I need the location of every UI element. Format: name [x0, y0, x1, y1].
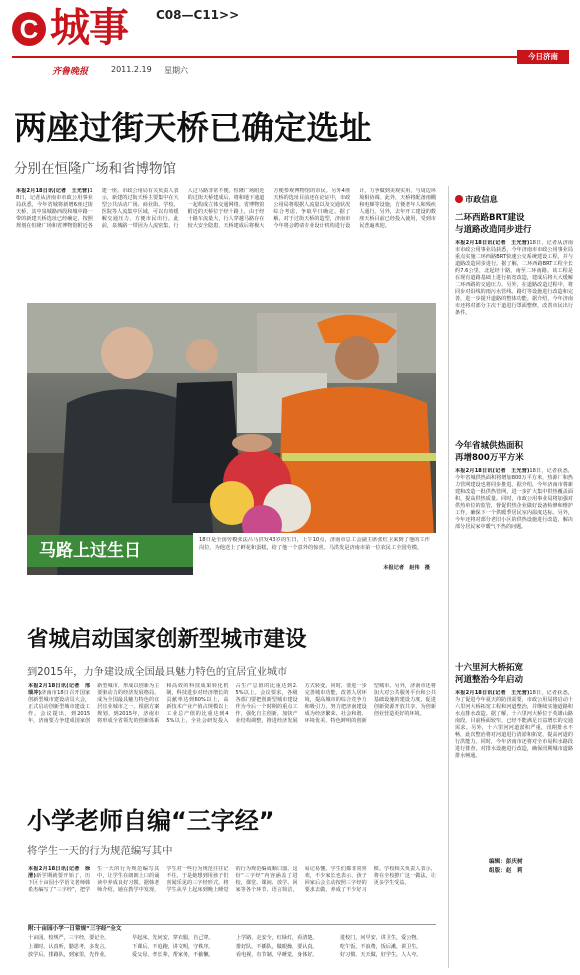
- verse-line: 排好队，不插队，做眼操，要认真。: [236, 943, 318, 950]
- story2-headline: 省城启动国家创新型城市建设: [27, 627, 307, 652]
- photo-caption: 18日是全国劳模张法吕马洪发43岁的生日，上午10点，济南市总工会副主席张红卫来到了他的工作岗位，为他送上了鲜花和蛋糕，给了他一个意外的惊喜。马洪发是济南市第一位农民工全国劳模。: [199, 537, 430, 551]
- sidebar-item: [455, 212, 573, 428]
- verse-line: 十亩园，校规严，三字经，要记全。: [28, 935, 110, 941]
- sidebar-item-text: 18日，记者获悉，为了促进今年夏天的防汛需要，市政公用局将启动十六里河大桥拓宽工程和河道整治，并继续实施道路积水点排水改造。据了解，十六里河大桥位于英雄山路南段，目前桥面较窄，已经不能满足日益增长的交通需求。另外，十六里河河道淤积严重，汛期排水不畅，此次整治将对河道进行清淤和拓宽，提高河道的行洪能力。同时，今年济南市还将对全市易积水路段进行排查，对排水设施进行改造，确保汛期城市道路排水畅通。: [455, 690, 573, 760]
- page-range: C08—C11>>: [156, 8, 240, 22]
- story3-byline: 本报2月18日讯(记者 徐清): [28, 866, 91, 880]
- lead-byline: 本报2月18日讯(记者 王光营): [16, 188, 90, 194]
- story2-subhead: 到2015年，力争建设成全国最具魅力特色的宜居宜业城市: [27, 667, 288, 678]
- story3-headline: 小学老师自编“三字经”: [27, 807, 275, 835]
- sidebar-item-byline: 本报2月18日讯(记者 王光营): [455, 468, 530, 474]
- sidebar-item-title-line: 再增800万平方米: [455, 453, 524, 463]
- paper-name: 齐鲁晚报: [52, 67, 89, 77]
- sidebar-item-body: [455, 468, 573, 650]
- verse-line: 吃午饭，不浪费，饭后漱，讲卫生。: [340, 943, 422, 950]
- verse-line: 上课时，认真听，勤思考，多发言。: [28, 943, 110, 950]
- story2-byline: 本报2月18日讯(记者 邢瑞冲): [28, 683, 91, 697]
- sidebar-item-title-line: 与道路改造同步进行: [455, 225, 532, 235]
- sidebar: [455, 192, 573, 972]
- verse-box: [28, 924, 436, 970]
- masthead-rule: [12, 56, 568, 58]
- sidebar-item: [455, 440, 573, 650]
- verse-line: 放学后，排路队，到家里，先作业。: [28, 952, 110, 959]
- issue-weekday: 星期六: [164, 66, 188, 75]
- story2-text: 济南市18日召开国家创新型城市建设动员大会，正式启动创新型城市建设工作。会议提出，到2015年，济南要力争建成国家创新型城市，形成以创新为主要驱动力的经济发展格局，成为全国最具魅力特色的宜居宜业城市之一。根据方案规划，到2015年，济南市将形成全省领先的创新体系和高效的科技成果转化机制，科技进步对经济增长的贡献率达到60%以上，高新技术产业产值占规模以上工业总产值的比重达到45%以上，全社会研发投入占生产总值的比重达到2.5%以上。会议要求，各级各部门要把创新型城市建设作为今后一个时期的重点工作，强化自主创新，加快产业结构调整，推进经济发展方式转变。同时，要进一步完善城市功能，改善人居环境，提高城市的综合竞争力和吸引力，努力把济南建设成为经济繁荣、社会和谐、环境优美、特色鲜明的创新型城市。另外，济南市还将加大对公共服务平台和公共基础设施的建设力度，促进创新资源开放共享，为创新创业营造更好的环境。: [28, 683, 436, 725]
- verse-line: 好习惯，天天做，好学生，人人夸。: [340, 952, 422, 959]
- lead-subhead: 分别在恒隆广场和省博物馆: [14, 161, 176, 177]
- sidebar-item-title-line: 今年省城供热面积: [455, 441, 524, 451]
- sidebar-column-label: 市政信息: [455, 192, 573, 206]
- verse-line: 看电视，有节制，早睡觉，身体好。: [236, 952, 318, 959]
- story3-body: [28, 866, 436, 922]
- editor-credit: 编辑：彭庆树: [489, 859, 523, 865]
- verse-line: 爱父母，孝长辈，帮家务，不偷懒。: [132, 952, 214, 959]
- bullet-icon: [455, 195, 463, 203]
- lead-body: [16, 188, 436, 294]
- section-logo-icon: C: [12, 12, 46, 46]
- sidebar-item-text: 18日，记者获悉，今年省城供热面积将增加800万平方米，热源厂和热力管网建设也将同步推进。据介绍，今年济南市将新建和改造一批供热管网，进一步扩大集中供热覆盖面积，提高供热质量。同时，市政公用事业局将加强对供热单位的监管，督促供热企业做好设备检修和维护工作，确保下一个供暖季居民室内温度达标。另外，今年还将对部分老旧小区的供热设施进行改造，解决部分居民家中暖气不热的问题。: [455, 468, 573, 531]
- verse-line: 上学路，走安全，红绿灯，看清楚。: [236, 935, 318, 941]
- sidebar-item-byline: 本报2月18日讯(记者 王光营): [455, 690, 530, 696]
- sidebar-item-title-line: 河道整治今年启动: [455, 675, 524, 685]
- lead-text: 18日，记者从济南市市政公用事业局获悉，今年省城将新增6座过街天桥，其中泉城路西段和城中路一带的新建天桥选址已经确定，按照规划在恒隆广场和省博物馆附近各建一座。市政公用局有关负责人表示，新建的过街天桥主要集中在大型公共活动广场、商业街、学校、医院等人流集中区域，可以有效缓解交通压力，方便市民出行。此前，泉城路一带因为人流密集，行人过马路非常不便。恒隆广场附近的过街天桥建成后，将和地下通道一起构成立体交通网络。省博物馆附近的天桥位于经十路上，由于经十路车流量大，行人穿越马路存在较大安全隐患，天桥建成后将极大方便参观博物馆的市民。另外4座天桥的选址目前还在论证中，市政公用局将根据人流量以及交通状况综合考虑，争取早日确定。据了解，对于过街天桥的造型，济南市今年将会聘请专业设计机构进行设计，力争做到美观实用，与周边环境相协调。此外，天桥将配备雨棚和电梯等设施，方便老年人和残疾人通行。另外，去年开工建设的数座天桥目前已经投入使用，受到市民普遍欢迎。: [16, 188, 436, 230]
- designer-credit: 组版：赵 莉: [489, 868, 523, 874]
- verse-line: 下课后，不追跑，讲文明，守秩序。: [132, 943, 214, 950]
- issue-date: 2011.2.19: [111, 65, 152, 74]
- sidebar-item-body: [455, 690, 573, 850]
- lead-headline: 两座过街天桥已确定选址: [14, 109, 372, 147]
- sidebar-item: [455, 662, 573, 850]
- verse-box-title: 附:十亩园小学一日常规“三字经”全文: [28, 926, 122, 932]
- section-logo-title: 城事: [50, 5, 128, 51]
- verse-line: 早起床，先问安，穿衣服，自己穿。: [132, 935, 214, 941]
- sidebar-item-title-line: 十六里河大桥拓宽: [455, 663, 524, 673]
- sidebar-item-title-line: 二环西路BRT建设: [455, 213, 525, 223]
- edition-tag: 今日济南: [517, 50, 569, 64]
- verse-line: 进校门，问早安，讲卫生，爱公物。: [340, 935, 422, 941]
- photo-caption-box: [193, 533, 436, 575]
- sidebar-item-byline: 本报2月18日讯(记者 王光营): [455, 240, 530, 246]
- photo-banner: 马路上过生日: [27, 535, 195, 567]
- sidebar-item-text: 18日，记者从济南市市政公用事业局获悉，今年济南市市政公用事业局重点实施二环西路BRT快速公交系统建设工程，并与道路改造同步进行。据了解，二环西路BRT工程全长约7.6公里，北起经十路，南至二环南路。该工程是在现有道路基础上进行拓宽改造，建成后将大大缓解二环西路的交通压力。另外，在道路改造过程中，将同步对沿线的雨污水管线、路灯等设施进行改造和完善，进一步提升道路的整体功能。据介绍，今年济南市还将对部分主次干道进行罩面整修，改善市民出行条件。: [455, 240, 573, 317]
- verse-grid: [28, 934, 436, 960]
- story2-body: [28, 683, 436, 796]
- masthead: [0, 0, 580, 80]
- news-photo: [27, 303, 436, 575]
- sidebar-item-body: [455, 240, 573, 428]
- story3-subhead: 将学生一天的行为规范编写其中: [27, 845, 173, 857]
- photo-credit: 本报记者 赵伟 摄: [383, 565, 430, 571]
- sidebar-credits: [455, 858, 573, 876]
- column-divider: [448, 186, 449, 968]
- story3-text: 新学期就要开始了，历下区十亩园小学语文老师韩希杰编写了“三字经”，把学生一天的行为规范编写其中，让学生在朗朗上口的诵读中养成良好习惯。据韩老师介绍，她在教学中发现，学生对一些行为规范往往记不住，于是她想到用孩子们喜闻乐见的三字经形式，将学生从早上起床到晚上睡觉的行为规范编成顺口溜。这份“三字经”内容涵盖了进校、课堂、课间、放学、回家等各个环节，语言简洁，易记易懂。学生们都非常喜欢，不少家长也表示，孩子回家后会主动按照三字经的要求去做，养成了不少好习惯。学校相关负责人表示，将在全校推广这一做法，让更多学生受益。: [28, 866, 436, 894]
